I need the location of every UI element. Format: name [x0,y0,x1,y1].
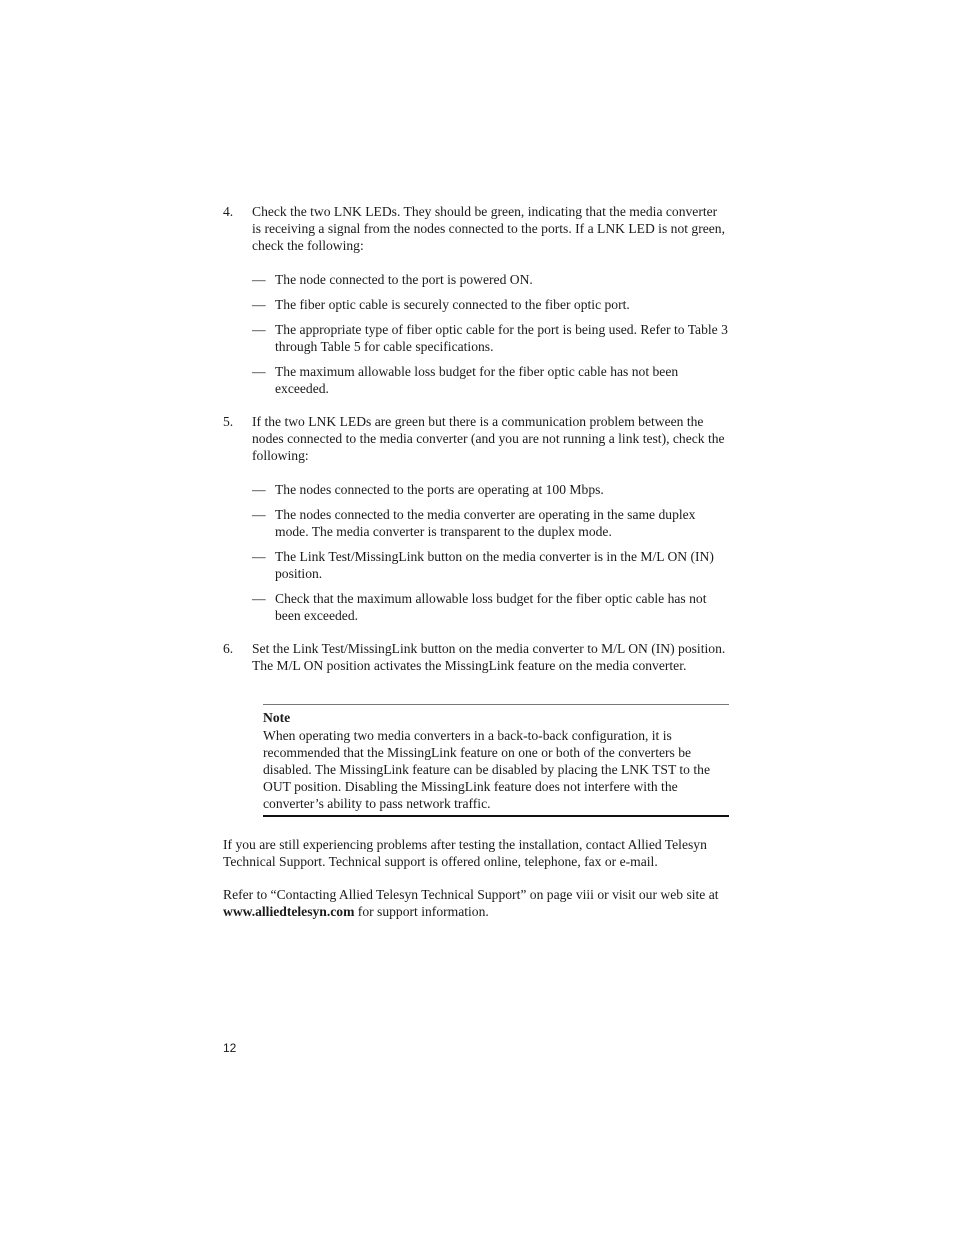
list-item [252,321,729,355]
refer-text: Refer to “Contacting Allied Telesyn Technical Support” on page viii or visit our web site at [223,887,719,902]
dash-bullet: — [252,322,266,337]
checklist [252,481,729,624]
step-text: If the two LNK LEDs are green but there is a communication problem between the nodes connected to the media converter (and you are not running a link test), check the following: [252,414,725,463]
dash-bullet: — [252,364,266,379]
list-item [252,506,729,540]
list-item-text: The fiber optic cable is securely connected to the fiber optic port. [275,297,630,312]
list-item [252,481,729,498]
step-text: Set the Link Test/MissingLink button on the media converter to M/L ON (IN) position. The M/L ON position activates the MissingLink feature on the media converter. [252,641,726,673]
list-item-text: The node connected to the port is powered ON. [275,272,533,287]
page-content [223,203,729,920]
list-item-text: The nodes connected to the ports are operating at 100 Mbps. [275,482,604,497]
list-item [252,590,729,624]
list-item [252,296,729,313]
list-item-text: The appropriate type of fiber optic cable for the port is being used. Refer to Table 3 through Table 5 for cable specifications. [275,322,728,354]
step-number: 6. [223,641,234,656]
step-number: 4. [223,204,234,219]
checklist [252,271,729,397]
list-item-text: The Link Test/MissingLink button on the media converter is in the M/L ON (IN) position. [275,549,714,581]
dash-bullet: — [252,507,266,522]
list-item-text: The nodes connected to the media converter are operating in the same duplex mode. The media converter is transparent to the duplex mode. [275,507,696,539]
website-link[interactable]: www.alliedtelesyn.com [223,904,355,919]
step-5 [223,413,729,624]
note-title: Note [263,710,291,725]
dash-bullet: — [252,297,266,312]
dash-bullet: — [252,591,266,606]
dash-bullet: — [252,549,266,564]
list-item-text: Check that the maximum allowable loss budget for the fiber optic cable has not been exceeded. [275,591,707,623]
step-number: 5. [223,414,234,429]
refer-paragraph [223,886,729,920]
step-4 [223,203,729,397]
note-text: When operating two media converters in a back-to-back configuration, it is recommended that the MissingLink feature on one or both of the converters be disabled. The MissingLink feature can be disabled by placing the LNK TST to the OUT position. Disabling the MissingLink feature does not interfere with the converter’s ability to pass network traffic. [263,728,710,811]
dash-bullet: — [252,272,266,287]
refer-text-end: for support information. [354,904,489,919]
list-item [252,548,729,582]
page-number: 12 [223,1041,237,1055]
dash-bullet: — [252,482,266,497]
list-item-text: The maximum allowable loss budget for the fiber optic cable has not been exceeded. [275,364,679,396]
support-paragraph: If you are still experiencing problems after testing the installation, contact Allied Telesyn Technical Support. Technical support is offered online, telephone, fax or e-mail. [223,837,707,869]
step-6 [223,640,729,674]
step-text: Check the two LNK LEDs. They should be green, indicating that the media converter is receiving a signal from the nodes connected to the ports. If a LNK LED is not green, check the following: [252,204,726,253]
note-box [263,704,729,817]
list-item [252,363,729,397]
list-item [252,271,729,288]
